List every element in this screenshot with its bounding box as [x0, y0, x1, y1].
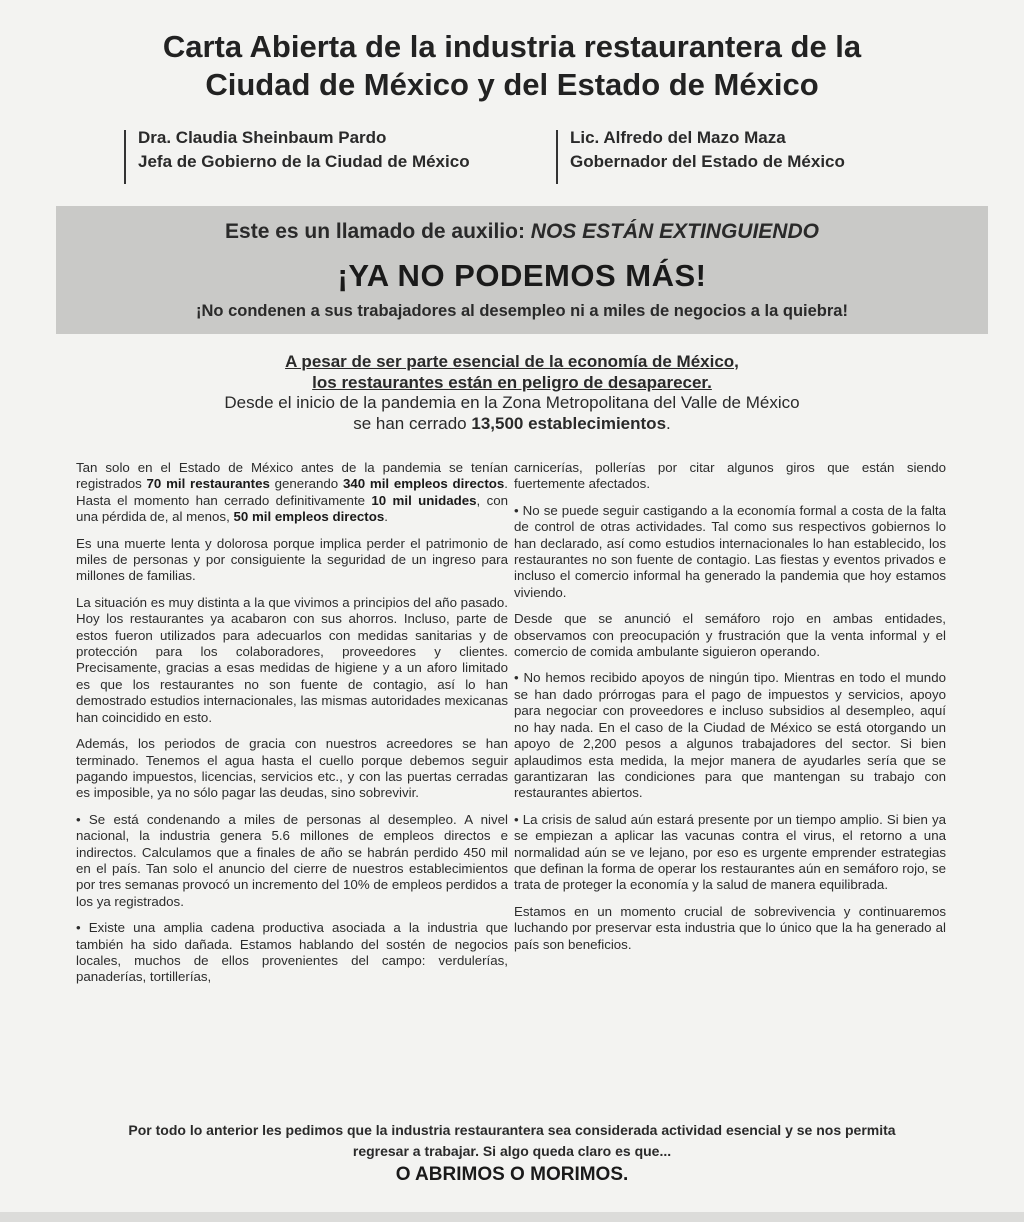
text-run: , con una pérdida de, al menos,	[76, 492, 509, 525]
banner-call	[56, 220, 988, 244]
intro-underlined-1: A pesar de ser parte esencial de la economía de México,	[285, 352, 739, 371]
text-run: Por todo lo anterior les pedimos que la	[128, 1122, 392, 1138]
text-bold: actividad esencial	[661, 1122, 782, 1138]
addressee-edomex	[556, 126, 845, 174]
bullet-paragraph: • No hemos recibido apoyos de ningún tipo. Mientras en todo el mundo se han dado prórrogas para el pago de impuestos y servicios, apoyo para negociar con proveedores e incluso subsidios al desempleo, aquí no hay nada. En el caso de la Ciudad de México se está otorgando un apoyo de 2,200 pesos a algunos trabajadores del sector. Si bien aplaudimos esta medida, la mejor manera de ayudarles sería que se garantizaran las condiciones para que mantengan su trabajo con restaurantes abiertos.	[514, 670, 946, 801]
alert-banner	[56, 206, 988, 334]
addressee-divider	[124, 130, 126, 184]
text-bold: industria restaurantera	[391, 1122, 544, 1138]
addressee-role: Gobernador del Estado de México	[570, 152, 845, 171]
banner-subline: ¡No condenen a sus trabajadores al desempleo ni a miles de negocios a la quiebra!	[196, 302, 848, 320]
title-line-2: Ciudad de México y del Estado de México	[205, 67, 819, 102]
addressee-name: Dra. Claudia Sheinbaum Pardo	[138, 128, 387, 147]
intro-line-4-prefix: se han cerrado	[353, 413, 472, 433]
final-slogan: O ABRIMOS O MORIMOS.	[395, 1164, 629, 1185]
bullet-paragraph: • No se puede seguir castigando a la economía formal a costa de la falta de control de otras actividades. Tal como sus respectivos gobiernos lo han declarado, así como estudios internacionales lo han establecido, los restaurantes no son fuente de contagio. Las fiestas y eventos privados e incluso el comercio informal ha generado la pandemia que hoy estamos viviendo.	[514, 502, 946, 600]
banner-call-prefix: Este es un llamado de auxilio:	[225, 220, 531, 243]
paragraph: La situación es muy distinta a la que vivimos a principios del año pasado. Hoy los restaurantes ya acabaron con sus ahorros. Incluso, parte de estos fueron utilizados para adecuarlos con medidas sanitarias y de protección para los colaboradores, proveedores y clientes. Precisamente, gracias a esas medidas de higiene y a un aforo limitado es que los restaurantes no son fuente de contagio, así lo han demostrado estudios internacionales, las mismas autoridades mexicanas han coincidido en esto.	[76, 594, 508, 725]
text-bold: 10 mil unidades	[371, 492, 477, 508]
addressee-role: Jefa de Gobierno de la Ciudad de México	[138, 152, 470, 171]
title-line-1: Carta Abierta de la industria restaurantera de la	[162, 29, 862, 64]
paragraph: carnicerías, pollerías por citar algunos giros que están siendo fuertemente afectados.	[514, 460, 946, 492]
closed-count: 13,500 establecimientos	[471, 413, 667, 433]
text-run: generando	[269, 476, 343, 492]
paragraph: Desde que se anunció el semáforo rojo en ambas entidades, observamos con preocupación y frustración que la venta informal y el comercio de comida ambulante siguieron operando.	[514, 611, 946, 660]
intro-line-3: Desde el inicio de la pandemia en la Zona Metropolitana del Valle de México	[224, 393, 800, 412]
bullet-paragraph: • La crisis de salud aún estará presente por un tiempo amplio. Si bien ya se empiezan a aplicar las vacunas contra el virus, el retorno a una normalidad aún se ve lejano, por eso es urgente emprender estrategias que definan la forma de operar los restaurantes aún en semáforo rojo, se trata de proteger la economía y la salud de manera equilibrada.	[514, 811, 946, 893]
page-bottom-edge	[0, 1212, 1024, 1222]
text-run: Tan solo en el Estado de México antes de la pandemia se tenían registrados	[76, 460, 508, 492]
intro-line-4-suffix: .	[666, 413, 671, 433]
closing-statement	[120, 1120, 904, 1162]
text-run: . Hasta el momento han cerrado definitivamente	[76, 476, 508, 508]
banner-headline: ¡YA NO PODEMOS MÁS!	[337, 258, 707, 293]
bullet-paragraph: • Se está condenando a miles de personas al desempleo. A nivel nacional, la industria genera 5.6 millones de empleos directos e indirectos. Calculamos que a finales de año se habrán perdido 450 mil en el país. Tan solo el anuncio del cierre de nuestros establecimientos por tres semanas provocó un incremento del 10% de empleos perdidos a los ya registrados.	[76, 811, 508, 909]
banner-call-emphasis: NOS ESTÁN EXTINGUIENDO	[530, 220, 819, 243]
intro-line-4	[120, 414, 904, 435]
intro-underlined-2: los restaurantes están en peligro de desaparecer.	[312, 372, 712, 392]
letter-title	[40, 28, 984, 104]
intro-statement	[120, 352, 904, 434]
body-column-right	[514, 460, 946, 963]
addressee-cdmx	[124, 126, 470, 174]
body-column-left	[76, 460, 508, 996]
paragraph: Es una muerte lenta y dolorosa porque implica perder el patrimonio de miles de personas y por consiguiente la seguridad de un ingreso para millones de familias.	[76, 535, 508, 584]
text-bold: 340 mil empleos directos	[342, 476, 505, 492]
text-run: .	[384, 509, 388, 525]
text-run: y se nos permita regresar a trabajar. Si algo queda claro es que...	[352, 1122, 896, 1159]
text-run: sea considerada	[543, 1122, 662, 1138]
text-bold: 50 mil empleos directos	[233, 509, 385, 525]
paragraph	[76, 460, 508, 526]
paragraph: Estamos en un momento crucial de sobrevivencia y continuaremos luchando por preservar esta industria que lo único que la ha generado al país son beneficios.	[514, 903, 946, 952]
addressee-name: Lic. Alfredo del Mazo Maza	[570, 128, 786, 147]
addressee-divider	[556, 130, 558, 184]
bullet-paragraph: • Existe una amplia cadena productiva asociada a la industria que también ha sido dañada. Estamos hablando del sostén de negocios locales, muchos de ellos provenientes del campo: verdulerías, panaderías, tortillerías,	[76, 920, 508, 985]
text-bold: 70 mil restaurantes	[146, 476, 270, 492]
paragraph: Además, los periodos de gracia con nuestros acreedores se han terminado. Tenemos el agua hasta el cuello porque debemos seguir pagando impuestos, licencias, servicios etc., y con las puertas cerradas es imposible, ya no sólo pagar las deudas, sino sobrevivir.	[76, 736, 508, 801]
